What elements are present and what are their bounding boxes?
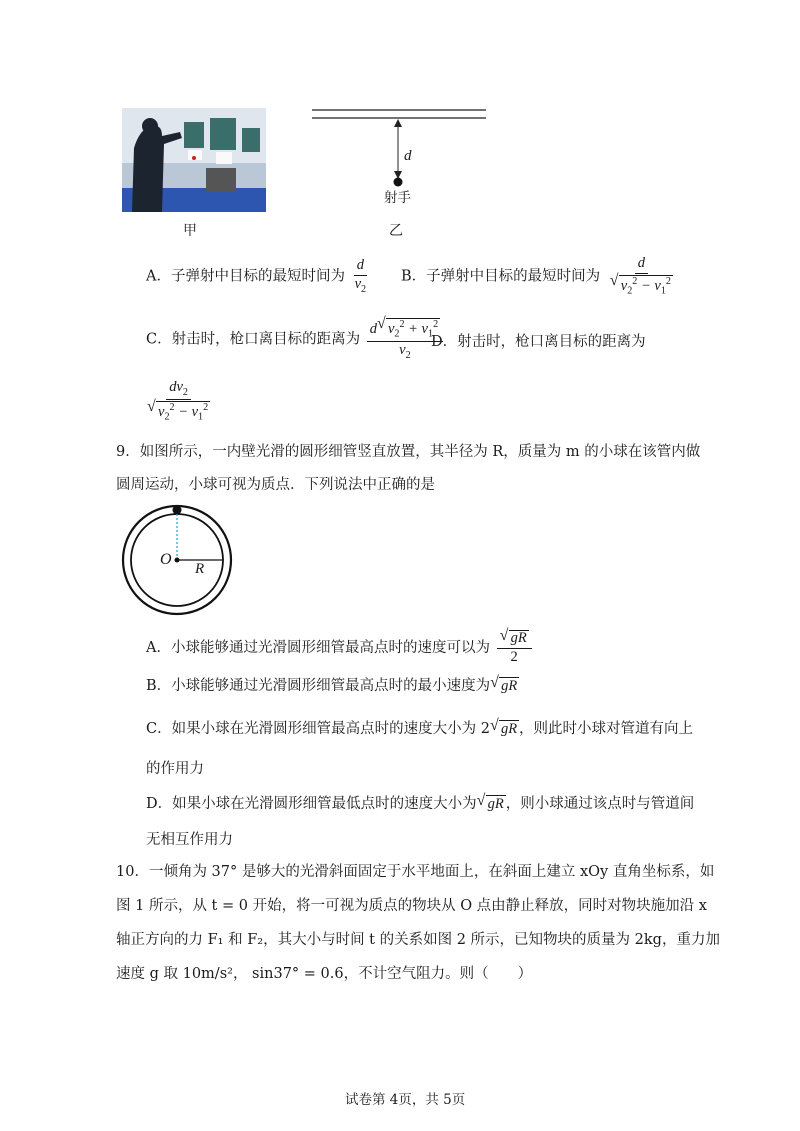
q9-option-d-line2: 无相互作用力 [146,832,233,848]
q10-stem-line3: 轴正方向的力 F₁ 和 F₂，其大小与时间 t 的关系如图 2 所示，已知物块的质量为 2kg，重力加 [116,932,720,948]
q9-option-c-text-1: C．如果小球在光滑圆形细管最高点时的速度大小为 2 [146,721,490,737]
q9-option-b [146,674,519,695]
q8-option-c-text: C．射击时，枪口离目标的距离为 [146,331,361,348]
q9-option-c-text-2: ，则此时小球对管道有向上 [519,721,694,737]
q9-stem-line1: 9．如图所示，一内壁光滑的圆形细管竖直放置，其半径为 R，质量为 m 的小球在该管内做 [116,444,701,460]
q10-stem-line1: 10．一倾角为 37° 是够大的光滑斜面固定于水平地面上，在斜面上建立 xOy 直角坐标系，如 [116,864,715,880]
q8-option-a [146,258,371,295]
q9-option-a-text: A．小球能够通过光滑圆形细管最高点时的速度可以为 [146,639,490,656]
circle-center-label: O [160,551,172,568]
q9-option-c-line2: 的作用力 [146,761,204,777]
q9-option-d-text-2: ，则小球通过该点时与管道间 [505,796,695,812]
page-footer: 试卷第 4页，共 5页 [345,1092,466,1108]
figure-jia-caption: 甲 [183,223,197,239]
q10-stem-line4: 速度 g 取 10m/s²， sin37° = 0.6，不计空气阻力。则（ ） [116,966,533,982]
yi-d-label: d [404,148,412,164]
q9-option-c [146,717,693,738]
q8-option-b-formula: d √ $v_2^2 - v_1^2$ [609,255,671,297]
q8-option-c-formula: d √ $v_2^2 + v_1^2$ $v_2$ [367,318,443,361]
q9-option-a-formula: √ gR 2 [497,630,532,666]
q9-option-c-formula: √ gR [489,717,518,737]
q8-option-d-formula: $dv_2$ √ $v_2^2 - v_1^2$ [147,379,209,423]
q9-option-b-formula: √ gR [490,674,518,694]
shooting-range-photo [122,108,266,212]
q8-option-a-text: A．子弹射中目标的最短时间为 [146,268,345,285]
yi-shooter-label: 射手 [384,190,411,206]
q8-option-b [401,256,678,297]
q9-option-d-text-1: D．如果小球在光滑圆形细管最低点时的速度大小为 [146,796,477,812]
circle-radius-label: R [195,561,205,577]
q8-option-c [146,315,445,361]
figure-yi-caption: 乙 [389,223,403,239]
q8-option-d-text: D．射击时，枪口离目标的距离为 [431,334,646,350]
q10-stem-line2: 图 1 所示，从 t = 0 开始，将一可视为质点的物块从 O 点由静止释放，同时对物块施加沿 x [116,898,707,914]
q8-option-a-formula: $\frac{d}{v_2}$ [354,257,367,295]
q9-option-d [146,792,694,813]
q9-stem-line2: 圆周运动，小球可视为质点．下列说法中正确的是 [116,477,435,493]
q9-option-d-formula: √ gR [476,792,504,812]
q8-option-b-text: B．子弹射中目标的最短时间为 [401,268,601,285]
circle-tube-diagram [120,502,236,618]
q9-option-a [146,627,534,666]
q8-option-d [431,330,646,351]
q9-option-b-text: B．小球能够通过光滑圆形细管最高点时的最小速度为 [146,678,491,694]
